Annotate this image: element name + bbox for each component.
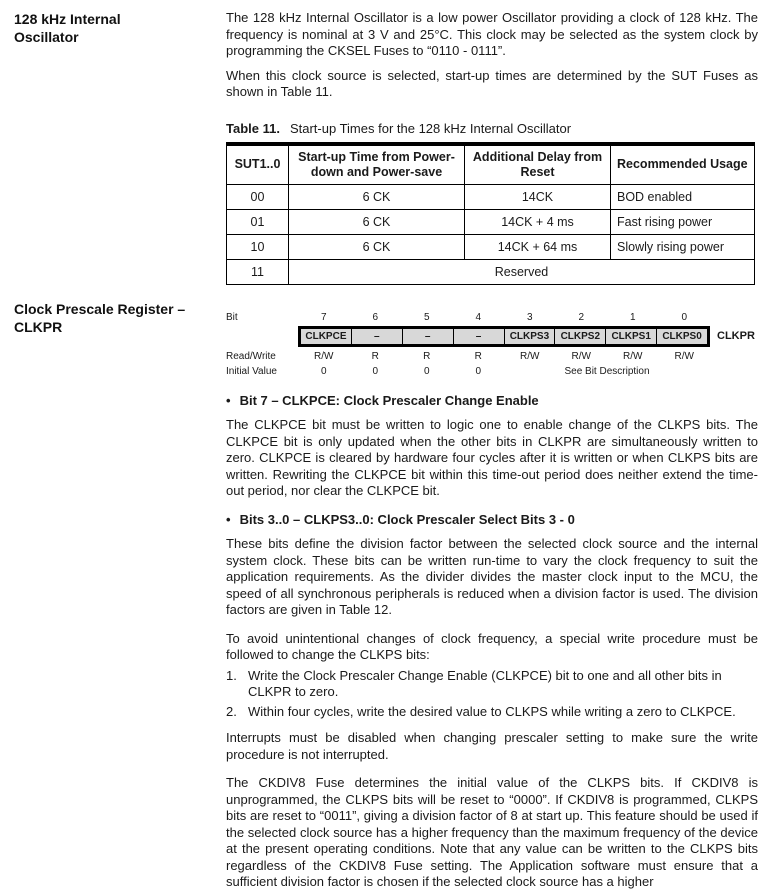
initial-value: 0 — [320, 365, 327, 377]
cell-sut: 00 — [227, 184, 289, 209]
cell-sut: 10 — [227, 234, 289, 259]
readwrite-value: R — [423, 350, 431, 362]
cell-startup-time: 6 CK — [289, 209, 465, 234]
table-header-row — [227, 144, 755, 185]
initial-value: 0 — [475, 365, 482, 377]
section-heading-clkpr: Clock Prescale Register – CLKPR — [14, 301, 186, 335]
register-bit-cell: – — [454, 329, 505, 344]
step-number: 2. — [226, 703, 237, 719]
bullet-heading-bit7: • Bit 7 – CLKPCE: Clock Prescaler Change Enable — [226, 393, 758, 410]
initial-value: 0 — [423, 365, 430, 377]
paragraph-bits30-1: These bits define the division factor between the selected clock source and the internal system clock. These bits can be written run-time to vary the clock frequency to suit the application requirements. As the divider divides the master clock input to the MCU, the speed of all synchronous peripherals is reduced when a division factor is used. The division factors are given in Table 12. — [226, 536, 758, 617]
list-item — [226, 668, 758, 701]
cell-sut: 01 — [227, 209, 289, 234]
bullet-heading-bits30: • Bits 3..0 – CLKPS3..0: Clock Prescaler Select Bits 3 - 0 — [226, 512, 758, 529]
table-caption-text: Start-up Times for the 128 kHz Internal Oscillator — [289, 120, 572, 136]
register-bit-cell: CLKPS1 — [606, 329, 657, 344]
cell-sut: 11 — [227, 259, 289, 284]
register-readwrite-row — [226, 350, 758, 363]
main-content — [226, 0, 758, 890]
paragraph-oscillator-1: The 128 kHz Internal Oscillator is a low power Oscillator providing a clock of 128 kHz. The frequency is nominal at 3 V and 25°C. This clock may be selected as the system clock by programming the CKSEL Fuses to “0110 - 0111”. — [226, 10, 758, 58]
paragraph-oscillator-2: When this clock source is selected, start-up times are determined by the SUT Fuses as shown in Table 11. — [226, 67, 758, 99]
paragraph-bits30-2: To avoid unintentional changes of clock frequency, a special write procedure must be followed to change the CLKPS bits: — [226, 630, 758, 662]
register-bit-cell: CLKPS2 — [555, 329, 606, 344]
bit-number: 2 — [578, 311, 585, 323]
readwrite-value: R — [474, 350, 482, 362]
table-row — [227, 234, 755, 259]
readwrite-value: R/W — [314, 350, 334, 362]
col-header-sut: SUT1..0 — [227, 144, 289, 185]
bit-number: 0 — [681, 311, 688, 323]
register-name: CLKPR — [717, 330, 755, 342]
cell-recommended-usage: Fast rising power — [611, 209, 755, 234]
bit-number: 6 — [372, 311, 379, 323]
readwrite-value: R/W — [520, 350, 540, 362]
cell-startup-time: 6 CK — [289, 184, 465, 209]
readwrite-label: Read/Write — [226, 350, 276, 362]
initial-value-note: See Bit Description — [564, 365, 650, 377]
col-header-additional-delay: Additional Delay from Reset — [465, 144, 611, 185]
cell-additional-delay: 14CK + 64 ms — [465, 234, 611, 259]
list-item — [226, 704, 758, 721]
paragraph-bit7: The CLKPCE bit must be written to logic one to enable change of the CLKPS bits. The CLKPCE bit is only updated when the other bits in CLKPR are simultaneously written to zero. CLKPCE is cleared by hardware four cycles after it is written or when CLKPS bits are written. Rewriting the CLKPCE bit within this time-out period does neither extend the time-out period, nor clear the CLKPCE bit. — [226, 417, 758, 498]
cell-recommended-usage: BOD enabled — [611, 184, 755, 209]
readwrite-value: R/W — [571, 350, 591, 362]
write-procedure-steps — [226, 668, 758, 721]
register-bit-numbers-row — [226, 311, 758, 324]
table-caption-label: Table 11. — [226, 120, 280, 136]
table-row-reserved — [227, 259, 755, 284]
bit-number: 4 — [475, 311, 482, 323]
bit-row-label: Bit — [226, 311, 238, 323]
paragraph-interrupts: Interrupts must be disabled when changing prescaler setting to make sure the write procedure is not interrupted. — [226, 730, 758, 762]
register-bit-cell: CLKPCE — [301, 329, 352, 344]
bit-number: 7 — [320, 311, 327, 323]
step-number: 1. — [226, 667, 237, 683]
register-initial-value-row — [226, 365, 758, 378]
readwrite-value: R/W — [674, 350, 694, 362]
readwrite-value: R/W — [623, 350, 643, 362]
register-bit-cell: – — [352, 329, 403, 344]
startup-times-table — [226, 142, 755, 285]
col-header-startup-time: Start-up Time from Power-down and Power-save — [289, 144, 465, 185]
step-text: Within four cycles, write the desired value to CLKPS while writing a zero to CLKPCE. — [248, 703, 736, 719]
cell-additional-delay: 14CK — [465, 184, 611, 209]
col-header-recommended-usage: Recommended Usage — [611, 144, 755, 185]
table-row — [227, 209, 755, 234]
bit-number: 5 — [423, 311, 430, 323]
table-row — [227, 184, 755, 209]
initial-value: 0 — [372, 365, 379, 377]
cell-recommended-usage: Slowly rising power — [611, 234, 755, 259]
cell-additional-delay: 14CK + 4 ms — [465, 209, 611, 234]
register-cells-row — [226, 326, 758, 347]
section-heading-oscillator: 128 kHz Internal Oscillator — [14, 11, 121, 45]
register-bit-cells — [298, 326, 710, 347]
register-bit-cell: CLKPS0 — [662, 330, 702, 342]
initial-value-label: Initial Value — [226, 365, 277, 377]
bit-number: 1 — [629, 311, 636, 323]
table-caption — [226, 121, 758, 137]
bit-number: 3 — [526, 311, 533, 323]
paragraph-ckdiv8: The CKDIV8 Fuse determines the initial value of the CLKPS bits. If CKDIV8 is unprogrammed, the CLKPS bits will be reset to “0000”. If CKDIV8 is programmed, CLKPS bits are reset to “0011”, giving a division factor of 8 at start up. This feature should be used if the selected clock source has a higher frequency than the maximum frequency of the device at the present operating conditions. Note that any value can be written to the CLKPS bits regardless of the CKDIV8 Fuse setting. The Application software must ensure that a sufficient division factor is chosen if the selected clock source has a higher — [226, 775, 758, 889]
register-bit-cell: CLKPS3 — [505, 329, 556, 344]
cell-startup-time: 6 CK — [289, 234, 465, 259]
step-text: Write the Clock Prescaler Change Enable (CLKPCE) bit to one and all other bits in CLKPR to zero. — [248, 667, 722, 699]
readwrite-value: R — [371, 350, 379, 362]
register-diagram — [226, 311, 758, 378]
cell-reserved: Reserved — [289, 259, 755, 284]
register-bit-cell: – — [403, 329, 454, 344]
